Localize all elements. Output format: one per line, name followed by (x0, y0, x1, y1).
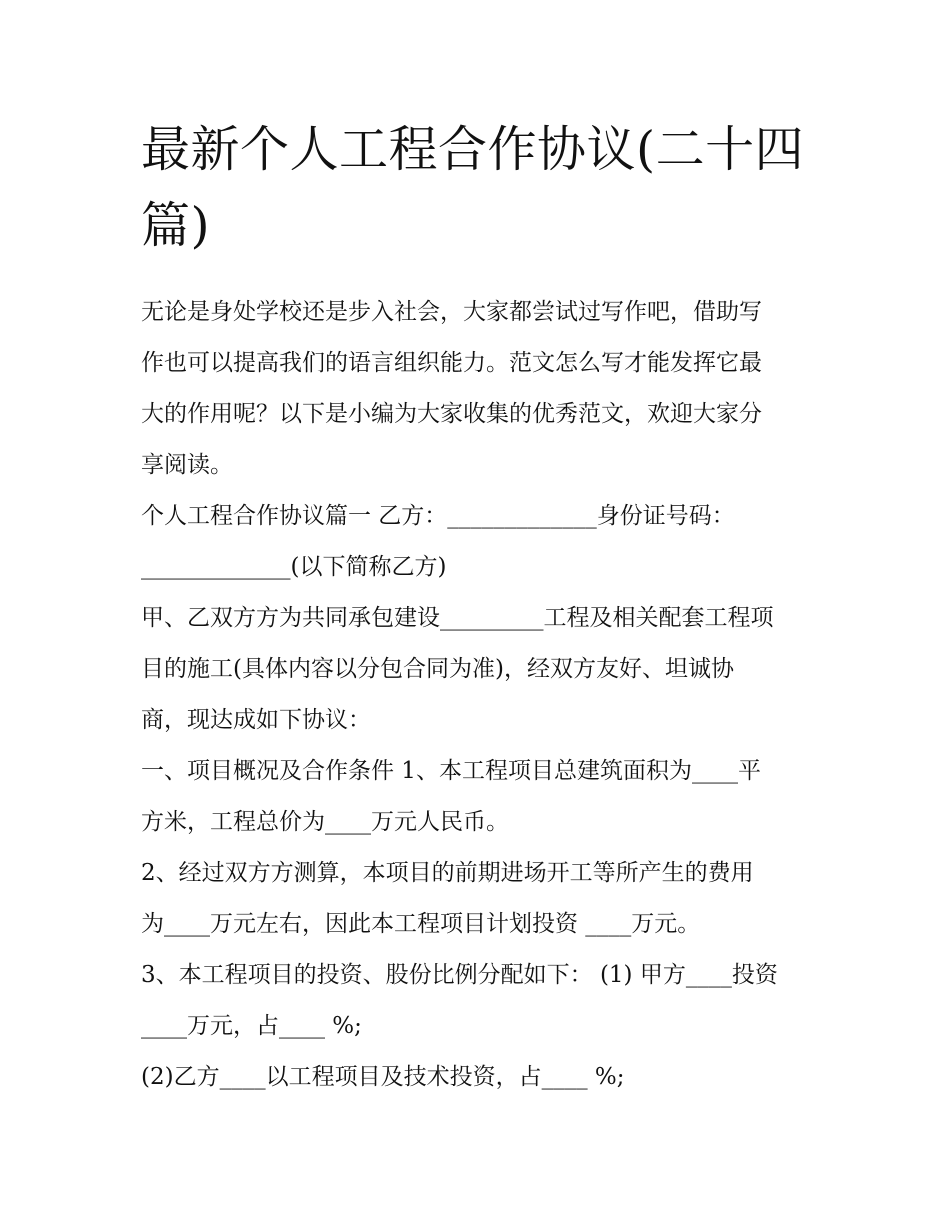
party-b-paragraph (141, 491, 813, 593)
document-title (141, 112, 813, 264)
text-line: 享阅读。 (141, 452, 233, 478)
intro-paragraph (141, 287, 813, 491)
text-line: ____万元，占____ %; (141, 1013, 362, 1039)
text-line: 无论是身处学校还是步入社会，大家都尝试过写作吧，借助写 (141, 299, 762, 325)
text-line: 为____万元左右，因此本工程项目计划投资 ____万元。 (141, 911, 701, 937)
document-content (141, 112, 813, 1103)
text-line: 方米，工程总价为____万元人民币。 (141, 809, 509, 835)
text-line: 大的作用呢？以下是小编为大家收集的优秀范文，欢迎大家分 (141, 401, 762, 427)
text-line: 商，现达成如下协议： (141, 707, 371, 733)
text-line: (2)乙方____以工程项目及技术投资，占____ %; (141, 1064, 625, 1090)
text-line: 3、本工程项目的投资、股份比例分配如下： (1) 甲方____投资 (141, 962, 778, 988)
title-line: 篇) (141, 197, 211, 254)
text-line: 甲、乙双方方为共同承包建设_________工程及相关配套工程项 (141, 605, 774, 631)
clause-2-paragraph (141, 848, 813, 950)
clause-3-2-paragraph (141, 1052, 813, 1103)
document-body (141, 287, 813, 1103)
title-line: 最新个人工程合作协议(二十四 (141, 121, 805, 178)
text-line: _____________(以下简称乙方) (141, 554, 447, 580)
text-line: 一、项目概况及合作条件 1、本工程项目总建筑面积为____平 (141, 758, 761, 784)
text-line: 作也可以提高我们的语言组织能力。范文怎么写才能发挥它最 (141, 350, 762, 376)
clause-1-paragraph (141, 746, 813, 848)
text-line: 2、经过双方方测算，本项目的前期进场开工等所产生的费用 (141, 860, 754, 886)
clause-3-paragraph (141, 950, 813, 1052)
text-line: 目的施工(具体内容以分包合同为准)，经双方友好、坦诚协 (141, 656, 734, 682)
text-line: 个人工程合作协议篇一 乙方：_____________身份证号码： (141, 503, 735, 529)
preamble-paragraph (141, 593, 813, 746)
